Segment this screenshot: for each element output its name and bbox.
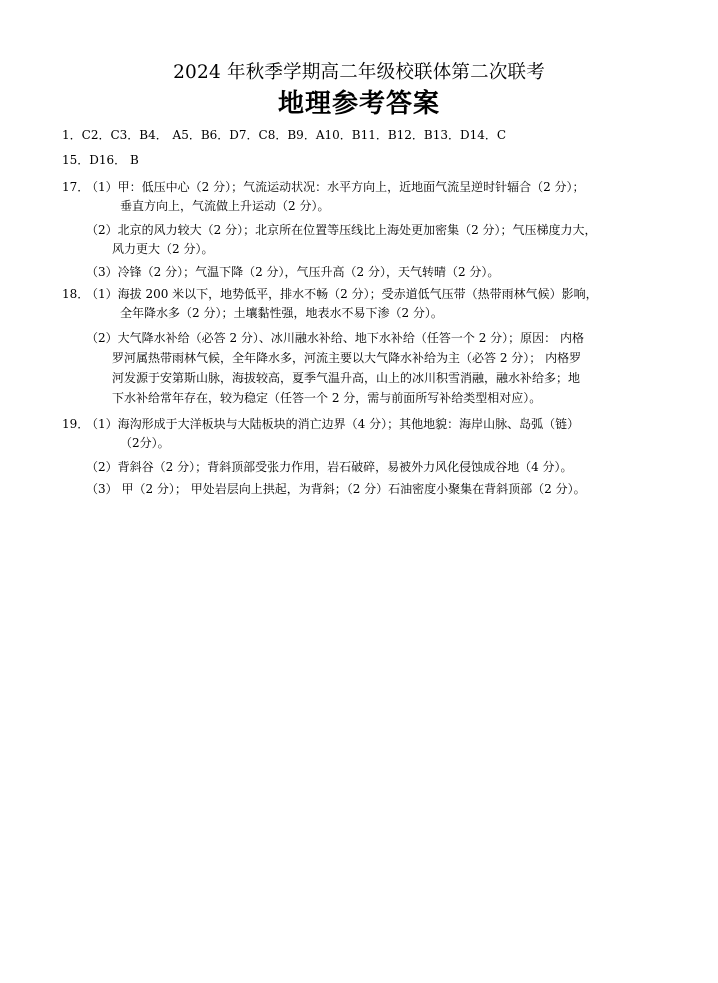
q17-part3: （3）冷锋（2 分）；气温下降（2 分），气压升高（2 分），天气转晴（2 分）。: [86, 265, 500, 279]
q19-part2: （2）背斜谷（2 分）；背斜顶部受张力作用，岩石破碎，易被外力风化侵蚀成谷地（4 分）。: [86, 460, 573, 474]
q18-part1-line1: （1）海拔 200 米以下，地势低平，排水不畅（2 分）；受赤道低气压带（热带雨林气候）影响，: [86, 287, 598, 301]
answer-key-heading: 地理参考答案: [277, 89, 440, 119]
choice-answers-line-2: 15．D16． B: [62, 153, 139, 167]
q18-part2-line2: 罗河属热带雨林气候，全年降水多，河流主要以大气降水补给为主（必答 2 分）； 内格罗: [112, 351, 582, 365]
q17-number: 17．: [62, 180, 90, 194]
q17-part1-line2: 垂直方向上，气流做上升运动（2 分）。: [120, 199, 330, 213]
q19-part3: （3） 甲（2 分）； 甲处岩层向上拱起，为背斜；（2 分）石油密度小聚集在背斜顶部（2 分）。: [86, 482, 586, 496]
q18-number: 18．: [62, 287, 90, 301]
q18-part2-line1: （2）大气降水补给（必答 2 分）、冰川融水补给、地下水补给（任答一个 2 分）；原因： 内格: [86, 331, 584, 345]
choice-answers-line-1: 1．C2．C3．B4． A5．B6．D7．C8．B9．A10．B11．B12．B13．D14．C: [62, 128, 507, 142]
exam-title: 2024 年秋季学期高二年级校联体第二次联考: [173, 62, 545, 83]
q19-number: 19．: [62, 417, 90, 431]
q19-part1-line1: （1）海沟形成于大洋板块与大陆板块的消亡边界（4 分）；其他地貌：海岸山脉、岛弧（链）: [86, 417, 580, 431]
q18-part1-line2: 全年降水多（2 分）；土壤黏性强，地表水不易下渗（2 分）。: [120, 306, 443, 320]
q19-part1-line2: （2分）。: [120, 436, 170, 450]
q18-part2-line3: 河发源于安第斯山脉，海拔较高，夏季气温升高，山上的冰川积雪消融，融水补给多；地: [112, 371, 581, 385]
q17-part2-line2: 风力更大（2 分）。: [112, 242, 214, 256]
q18-part2-line4: 下水补给常年存在，较为稳定（任答一个 2 分，需与前面所写补给类型相对应）。: [112, 391, 542, 405]
q17-part2-line1: （2）北京的风力较大（2 分）；北京所在位置等压线比上海处更加密集（2 分）；气压梯度力大，: [86, 223, 597, 237]
q17-part1-line1: （1）甲：低压中心（2 分）；气流运动状况：水平方向上，近地面气流呈逆时针辐合（2 分）；: [86, 180, 585, 194]
